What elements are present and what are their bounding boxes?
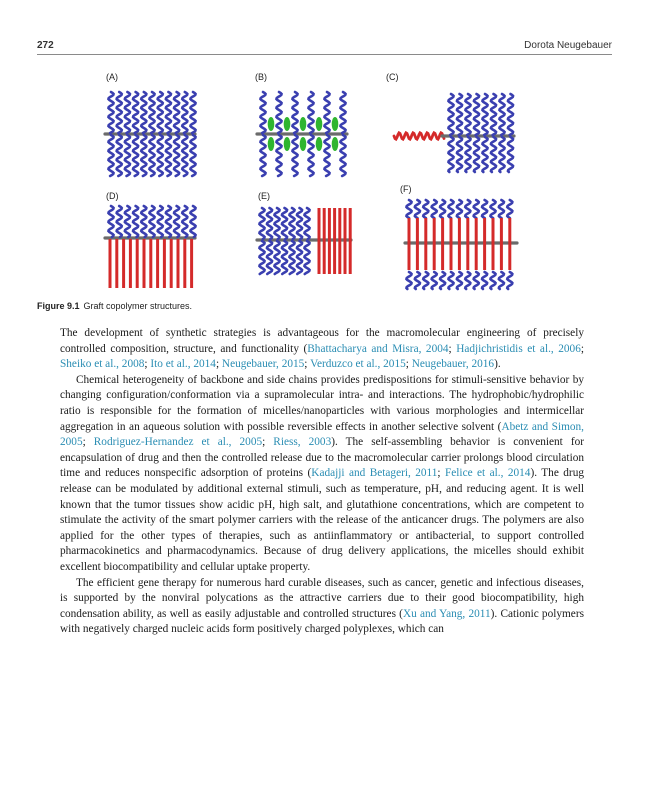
paragraph-text: ; (448, 342, 457, 355)
paragraph (60, 576, 584, 638)
blue-side-chain (117, 206, 122, 237)
citation-link[interactable]: Ito et al., 2014 (150, 358, 216, 371)
citation-link[interactable]: Neugebauer, 2016 (411, 358, 495, 371)
paragraph-text: Chemical heterogeneity of backbone and side chains provides predispositions for stimuli-sensitive behavior by changing configuration/conformation via a supramolecular intra- and interactions. The hydrophobic/hydrophilic ratio is responsible for the formation of micelles/nanoparticles with various morphologies and intermicellar aggregation in an aqueous solution with possible reversible effects in another selective solvent ( (60, 373, 584, 433)
figure-caption (37, 301, 612, 311)
blue-side-chain (508, 94, 513, 135)
caption-text: Graft copolymer structures. (83, 301, 193, 311)
blue-side-chain (308, 92, 313, 133)
blue-side-chain (448, 200, 453, 218)
green-side-unit (332, 117, 339, 131)
paragraph-text: ; (580, 342, 584, 355)
paragraph-text: ; (262, 436, 274, 449)
blue-side-chain (282, 241, 287, 274)
citation-link[interactable]: Felice et al., 2014 (445, 467, 531, 480)
blue-side-chain (158, 206, 163, 237)
paragraph-text: The development of synthetic strategies is advantageous for the macromolecular engineering of precisely controlled composition, structure, and functionality ( (60, 327, 584, 355)
blue-side-chain (125, 135, 130, 176)
blue-side-chain (182, 92, 187, 133)
blue-side-chain (482, 137, 487, 172)
blue-side-chain (174, 135, 179, 176)
blue-side-chain (457, 200, 462, 218)
blue-side-chain (149, 206, 154, 237)
panel-label-c: (C) (386, 72, 399, 82)
blue-side-chain (304, 241, 309, 274)
blue-side-chain (340, 135, 345, 176)
page-number: 272 (37, 40, 54, 51)
blue-side-chain (174, 92, 179, 133)
blue-side-chain (491, 94, 496, 135)
citation-link[interactable]: Sheiko et al., 2008 (60, 358, 145, 371)
citation-link[interactable]: Bhattacharya and Misra, 2004 (307, 342, 449, 355)
blue-side-chain (166, 92, 171, 133)
caption-label: Figure 9.1 (37, 301, 80, 311)
paragraph (60, 373, 584, 576)
blue-side-chain (465, 137, 470, 172)
blue-side-chain (149, 92, 154, 133)
blue-side-chain (141, 92, 146, 133)
panel-label-f: (F) (400, 184, 412, 194)
blue-side-chain (499, 200, 504, 218)
blue-side-chain (133, 92, 138, 133)
blue-side-chain (415, 200, 420, 218)
paragraph-text: ; (405, 358, 412, 371)
blue-side-chain (482, 200, 487, 218)
blue-side-chain (340, 92, 345, 133)
blue-side-chain (282, 208, 287, 239)
body-text (60, 326, 584, 638)
blue-side-chain (457, 272, 462, 289)
blue-side-chain (423, 272, 428, 289)
blue-side-chain (276, 135, 281, 176)
running-header (37, 40, 612, 55)
blue-side-chain (406, 200, 411, 218)
blue-side-chain (292, 92, 297, 133)
blue-side-chain (457, 94, 462, 135)
blue-side-chain (274, 241, 279, 274)
blue-side-chain (432, 272, 437, 289)
blue-side-chain (499, 272, 504, 289)
blue-side-chain (448, 272, 453, 289)
blue-side-chain (440, 200, 445, 218)
blue-side-chain (490, 200, 495, 218)
citation-link[interactable]: Abetz and Simon, 2005 (60, 420, 584, 449)
blue-side-chain (149, 135, 154, 176)
blue-side-chain (117, 92, 122, 133)
paragraph-text: ; (82, 436, 94, 449)
blue-side-chain (474, 137, 479, 172)
blue-side-chain (158, 92, 163, 133)
blue-side-chain (297, 208, 302, 239)
blue-side-chain (190, 206, 195, 237)
paragraph-text: ). The self-assembling behavior is convenient for encapsulation of drug and then the controlled release due to the macromolecular carrier prolongs blood circulation time and reduces nonspecific adsorption of proteins ( (60, 436, 584, 480)
paragraph-text: ; (304, 358, 311, 371)
blue-side-chain (166, 206, 171, 237)
blue-side-chain (190, 135, 195, 176)
paragraph-text: ). Cationic polymers with negatively charged nucleic acids form positively charged polyplexes, which can (60, 607, 584, 636)
paragraph-text: ). (494, 358, 501, 371)
blue-side-chain (274, 208, 279, 239)
blue-side-chain (267, 241, 272, 274)
blue-side-chain (141, 135, 146, 176)
green-side-unit (268, 117, 275, 131)
citation-link[interactable]: Xu and Yang, 2011 (402, 607, 491, 620)
panel-label-d: (D) (106, 191, 119, 201)
blue-side-chain (491, 137, 496, 172)
blue-side-chain (490, 272, 495, 289)
blue-side-chain (289, 241, 294, 274)
blue-side-chain (499, 94, 504, 135)
blue-side-chain (507, 200, 512, 218)
blue-side-chain (406, 272, 411, 289)
paragraph-text: ). The drug release can be modulated by additional external stimuli, such as temperature, pH, and reducing agent. It is well known that the tumor tissues show acidic pH, high salt, and glutathione concentrations, which are competent to stimulate the activity of the smart polymer carriers with the release of the anticancer drugs. The polymers are also applied for the other types of therapies, such as antiinflammatory or antibacterial, to support controlled pharmacokinetics and pharmacodynamics. Because of drug delivery applications, the micelles should exhibit excellent biocompatibility and cellular uptake property. (60, 467, 584, 573)
blue-side-chain (297, 241, 302, 274)
blue-side-chain (465, 200, 470, 218)
paragraph-text: ; (144, 358, 151, 371)
green-side-unit (268, 137, 275, 151)
blue-side-chain (423, 200, 428, 218)
citation-link[interactable]: Riess, 2003 (273, 436, 332, 449)
blue-side-chain (117, 135, 122, 176)
blue-side-chain (259, 208, 264, 239)
blue-side-chain (465, 94, 470, 135)
figure-9-1 (37, 60, 612, 300)
green-side-unit (284, 137, 291, 151)
blue-side-chain (125, 206, 130, 237)
citation-link[interactable]: Neugebauer, 2015 (221, 358, 305, 371)
panel-label-b: (B) (255, 72, 267, 82)
blue-side-chain (289, 208, 294, 239)
blue-side-chain (415, 272, 420, 289)
blue-side-chain (190, 92, 195, 133)
blue-side-chain (260, 92, 265, 133)
blue-side-chain (182, 206, 187, 237)
running-author: Dorota Neugebauer (524, 40, 612, 51)
blue-side-chain (432, 200, 437, 218)
blue-side-chain (465, 272, 470, 289)
blue-side-chain (166, 135, 171, 176)
green-side-unit (332, 137, 339, 151)
green-side-unit (300, 137, 307, 151)
paragraph (60, 326, 584, 373)
citation-link[interactable]: Hadjichristidis et al., 2006 (456, 342, 581, 355)
blue-side-chain (474, 94, 479, 135)
blue-side-chain (267, 208, 272, 239)
blue-side-chain (125, 92, 130, 133)
graft-copolymer-diagram (37, 60, 612, 300)
blue-side-chain (158, 135, 163, 176)
blue-side-chain (174, 206, 179, 237)
blue-side-chain (482, 272, 487, 289)
blue-side-chain (448, 94, 453, 135)
blue-side-chain (440, 272, 445, 289)
paragraph-text: ; (215, 358, 222, 371)
blue-side-chain (482, 94, 487, 135)
green-side-unit (316, 117, 323, 131)
blue-side-chain (304, 208, 309, 239)
blue-side-chain (141, 206, 146, 237)
green-side-unit (316, 137, 323, 151)
blue-side-chain (457, 137, 462, 172)
citation-link[interactable]: Rodriguez-Hernandez et al., 2005 (93, 436, 263, 449)
blue-side-chain (499, 137, 504, 172)
blue-side-chain (308, 135, 313, 176)
red-linear-block (394, 133, 444, 139)
citation-link[interactable]: Kadajji and Betageri, 2011 (311, 467, 438, 480)
citation-link[interactable]: Verduzco et al., 2015 (310, 358, 406, 371)
blue-side-chain (292, 135, 297, 176)
paragraph-text: ; (437, 467, 445, 480)
blue-side-chain (260, 135, 265, 176)
panel-label-e: (E) (258, 191, 270, 201)
blue-side-chain (133, 206, 138, 237)
paragraph-text: The efficient gene therapy for numerous hard curable diseases, such as cancer, genetic and infectious diseases, is supported by the nonviral polycations as the attractive carriers due to their good biocompatibility, high condensation ability, as well as easily adjustable and controlled structures ( (60, 576, 584, 620)
blue-side-chain (259, 241, 264, 274)
blue-side-chain (276, 92, 281, 133)
blue-side-chain (108, 206, 113, 237)
blue-side-chain (324, 135, 329, 176)
blue-side-chain (474, 200, 479, 218)
blue-side-chain (133, 135, 138, 176)
blue-side-chain (324, 92, 329, 133)
blue-side-chain (108, 92, 113, 133)
blue-side-chain (508, 137, 513, 172)
green-side-unit (300, 117, 307, 131)
blue-side-chain (474, 272, 479, 289)
blue-side-chain (182, 135, 187, 176)
blue-side-chain (108, 135, 113, 176)
green-side-unit (284, 117, 291, 131)
blue-side-chain (507, 272, 512, 289)
blue-side-chain (448, 137, 453, 172)
panel-label-a: (A) (106, 72, 118, 82)
